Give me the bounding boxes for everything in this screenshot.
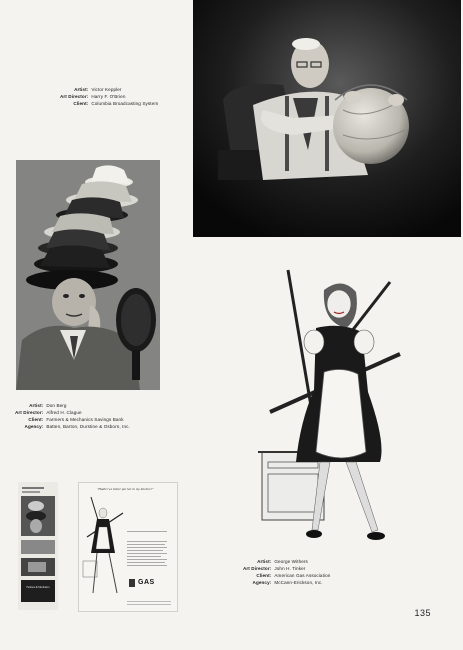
ad-thumbnail-gas-headline: "Hadn't we better put her in my kitchen?"	[97, 487, 154, 491]
credit-row: Artist: George Withers	[257, 559, 308, 564]
credits-keppler	[60, 86, 158, 107]
page-number: 135	[414, 608, 431, 618]
credit-row: Art Director: Harry F. O'Brien	[60, 94, 126, 99]
credit-row: Artist: Don Berg	[29, 403, 67, 408]
ad-thumbnail-bank	[18, 482, 58, 610]
ad-thumbnail-gas	[78, 482, 178, 612]
credit-row: Artist: Victor Keppler	[74, 87, 122, 92]
illustration-woman-with-rifles	[250, 262, 410, 552]
credits-withers	[243, 558, 330, 586]
photo-man-with-hats	[16, 160, 160, 390]
photo-man-with-globe	[193, 0, 461, 237]
ad-thumbnail-bank-caption: Farmers & Mechanics	[26, 586, 50, 589]
credit-row: Client: American Gas Association	[256, 573, 331, 578]
credit-row: Art Director: John H. Tinker	[243, 566, 306, 571]
ad-thumbnail-gas-logo: GAS	[138, 579, 155, 586]
credit-row: Agency: McCann-Erickson, Inc.	[252, 580, 323, 585]
credit-row: Agency: Batten, Barton, Durstine & Osborn, Inc.	[24, 424, 130, 429]
credit-row: Client: Columbia Broadcasting System	[73, 101, 159, 106]
credit-row: Art Director: Alfred H. Clague	[15, 410, 82, 415]
credit-row: Client: Farmers & Mechanics Savings Bank	[28, 417, 124, 422]
credits-berg	[15, 402, 130, 430]
